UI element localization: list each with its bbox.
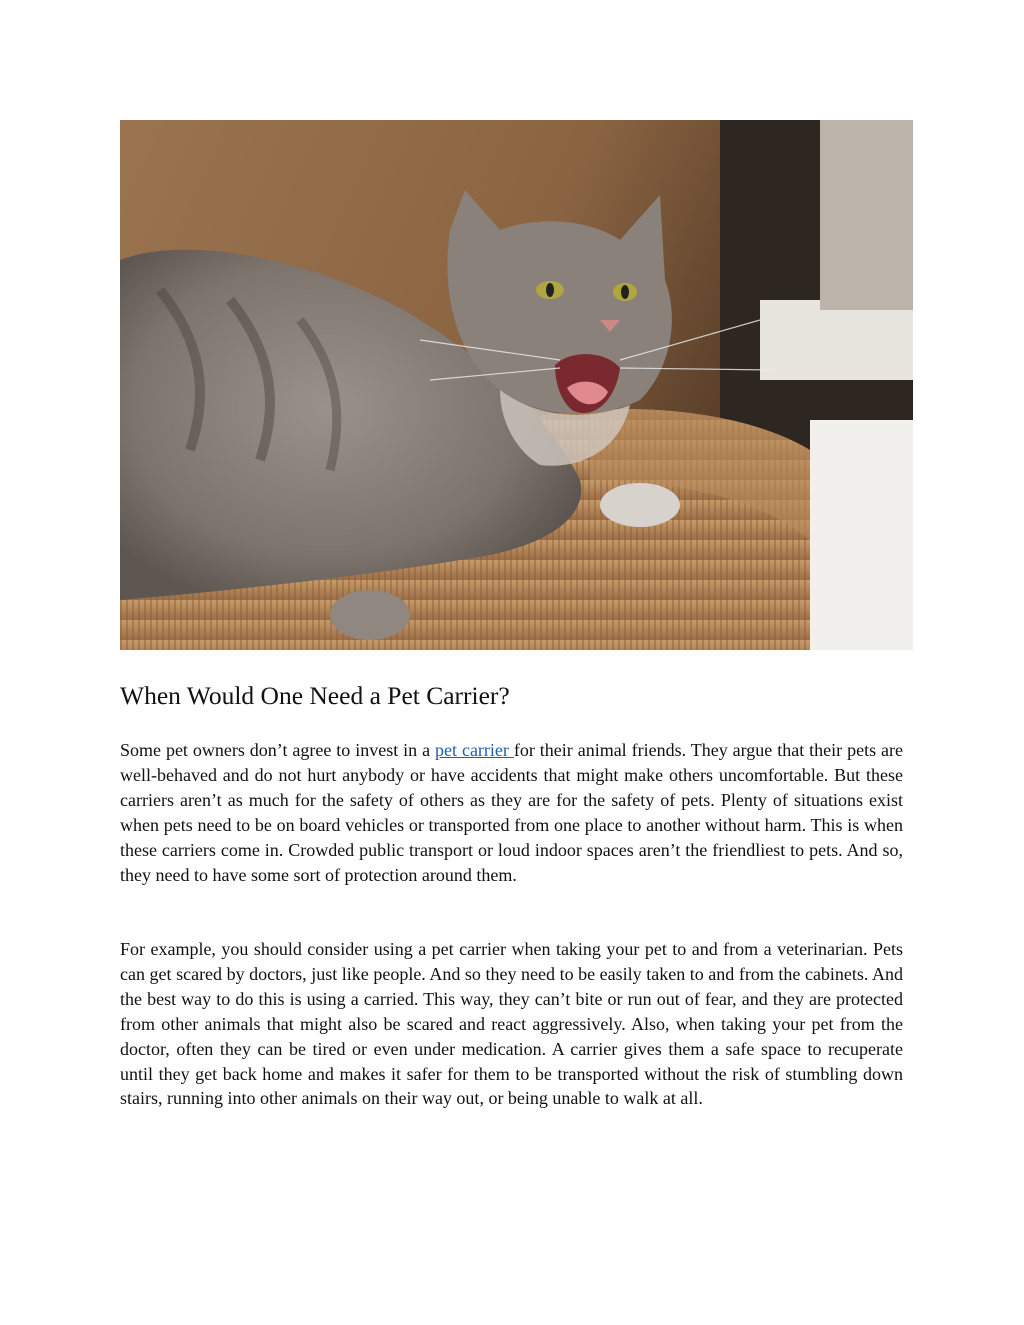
article-heading: When Would One Need a Pet Carrier?	[120, 681, 510, 710]
paragraph-intro	[120, 738, 903, 887]
pet-carrier-link[interactable]: pet carrier	[435, 740, 514, 760]
paragraph-intro-text-end: for their animal friends. They argue that their pets are well-behaved and do not hurt anybody or have accidents that might make others uncomfortable. But these carriers aren’t as much for the safety of others as they are for the safety of pets. Plenty of situations exist when pets need to be on board vehicles or transported from one place to another without harm. This is when these carriers come in. Crowded public transport or loud indoor spaces aren’t the friendliest to pets. And so, they need to have some sort of protection around them.	[120, 740, 903, 885]
paragraph-example: For example, you should consider using a pet carrier when taking your pet to and from a veterinarian. Pets can get scared by doctors, just like people. And so they need to be easily taken to and from the cabinets. And the best way to do this is using a carried. This way, they can’t bite or run out of fear, and they are protected from other animals that might also be scared and react aggressively. Also, when taking your pet from the doctor, often they can be tired or even under medication. A carrier gives them a safe space to recuperate until they get back home and makes it safer for them to be transported without the risk of stumbling down stairs, running into other animals on their way out, or being unable to walk at all.	[120, 939, 903, 1109]
cat-photo	[120, 120, 913, 650]
paragraph-intro-text-start: Some pet owners don’t agree to invest in a	[120, 740, 436, 760]
